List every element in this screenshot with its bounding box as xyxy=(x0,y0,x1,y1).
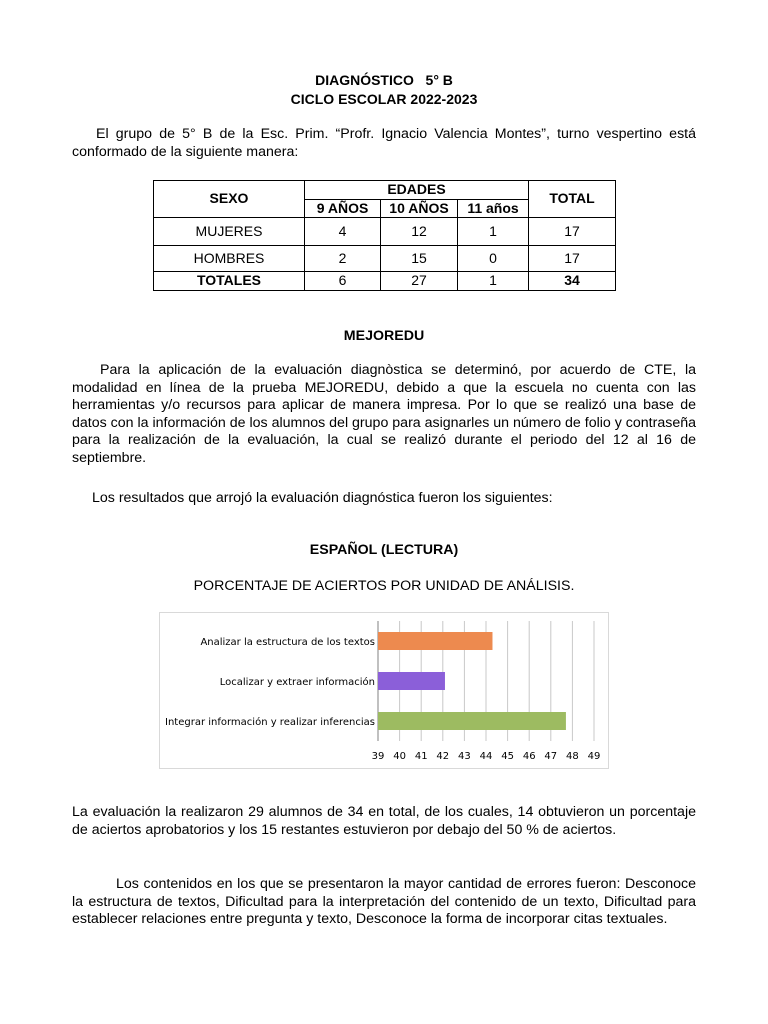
edades-header: EDADES xyxy=(305,181,529,200)
cell-total: 17 xyxy=(529,218,616,246)
table-row xyxy=(154,246,616,272)
age-header-11: 11 años xyxy=(458,199,529,218)
results-intro xyxy=(72,490,696,508)
x-tick-label: 49 xyxy=(587,751,601,762)
document-title: DIAGNÓSTICO 5° B xyxy=(315,72,453,88)
x-tick-label: 39 xyxy=(371,751,385,762)
cell-total: 17 xyxy=(529,246,616,272)
x-tick-label: 43 xyxy=(458,751,471,762)
chart-caption: PORCENTAJE DE ACIERTOS POR UNIDAD DE ANÁLISIS. xyxy=(193,578,575,594)
x-tick-label: 47 xyxy=(544,751,558,762)
age-header-10: 10 AÑOS xyxy=(381,199,458,218)
x-tick-label: 48 xyxy=(566,751,579,762)
sexo-header: SEXO xyxy=(154,181,305,218)
evaluation-text: La evaluación la realizaron 29 alumnos de 34 en total, de los cuales, 14 obtuvieron un porcentaje de aciertos aprobatorios y los 15 restantes estuvieron por debajo del 50 % de aciertos. xyxy=(72,804,696,838)
cell-11: 1 xyxy=(458,218,529,246)
bar xyxy=(378,712,566,730)
document-subtitle: CICLO ESCOLAR 2022-2023 xyxy=(290,91,478,107)
demographics-table xyxy=(153,180,616,291)
x-tick-label: 42 xyxy=(436,751,450,762)
mejoredu-paragraph xyxy=(72,362,696,468)
totals-9: 6 xyxy=(305,272,381,291)
total-header: TOTAL xyxy=(529,181,616,218)
bar-chart-svg xyxy=(160,613,608,768)
x-tick-label: 46 xyxy=(522,751,536,762)
x-tick-label: 40 xyxy=(393,751,406,762)
cell-9: 4 xyxy=(305,218,381,246)
totals-total: 34 xyxy=(529,272,616,291)
x-tick-label: 45 xyxy=(501,751,514,762)
totals-11: 1 xyxy=(458,272,529,291)
bar-chart xyxy=(159,612,609,769)
mejoredu-heading: MEJOREDU xyxy=(343,328,425,344)
cell-10: 12 xyxy=(381,218,458,246)
bar xyxy=(378,632,492,650)
totals-10: 27 xyxy=(381,272,458,291)
table-row xyxy=(154,218,616,246)
cell-11: 0 xyxy=(458,246,529,272)
totals-row xyxy=(154,272,616,291)
row-label: HOMBRES xyxy=(154,246,305,272)
espanol-heading: ESPAÑOL (LECTURA) xyxy=(309,542,459,558)
bar xyxy=(378,672,445,690)
category-label: Localizar y extraer información xyxy=(219,677,375,688)
intro-text: El grupo de 5° B de la Esc. Prim. “Profr. Ignacio Valencia Montes”, turno vespertino está conformado de la siguiente manera: xyxy=(72,126,696,160)
totals-label: TOTALES xyxy=(154,272,305,291)
age-header-9: 9 AÑOS xyxy=(305,199,381,218)
category-label: Integrar información y realizar inferencias xyxy=(165,717,375,728)
intro-paragraph xyxy=(72,126,696,161)
x-tick-label: 44 xyxy=(479,751,493,762)
x-tick-label: 41 xyxy=(414,751,428,762)
contents-text: Los contenidos en los que se presentaron la mayor cantidad de errores fueron: Desconoce la estructura de textos, Dificultad para la interpretación del contenido de un texto, Dificultad para establecer relaciones entre pregunta y texto, Desconoce la forma de incorporar citas textuales. xyxy=(72,876,696,928)
category-label: Analizar la estructura de los textos xyxy=(200,637,375,648)
results-intro-text: Los resultados que arrojó la evaluación diagnóstica fueron los siguientes: xyxy=(92,490,553,506)
contents-paragraph xyxy=(72,876,696,929)
evaluation-paragraph xyxy=(72,804,696,839)
cell-9: 2 xyxy=(305,246,381,272)
mejoredu-text: Para la aplicación de la evaluación diagnòstica se determinó, por acuerdo de CTE, la modalidad en línea de la prueba MEJOREDU, debido a que la escuela no cuenta con las herramientas y/o recursos para aplicar de manera impresa. Por lo que se realizó una base de datos con la información de los alumnos del grupo para asignarles un número de folio y contraseña para la realización de la evaluación, la cual se realizó durante el periodo del 12 al 16 de septiembre. xyxy=(72,362,696,466)
row-label: MUJERES xyxy=(154,218,305,246)
cell-10: 15 xyxy=(381,246,458,272)
